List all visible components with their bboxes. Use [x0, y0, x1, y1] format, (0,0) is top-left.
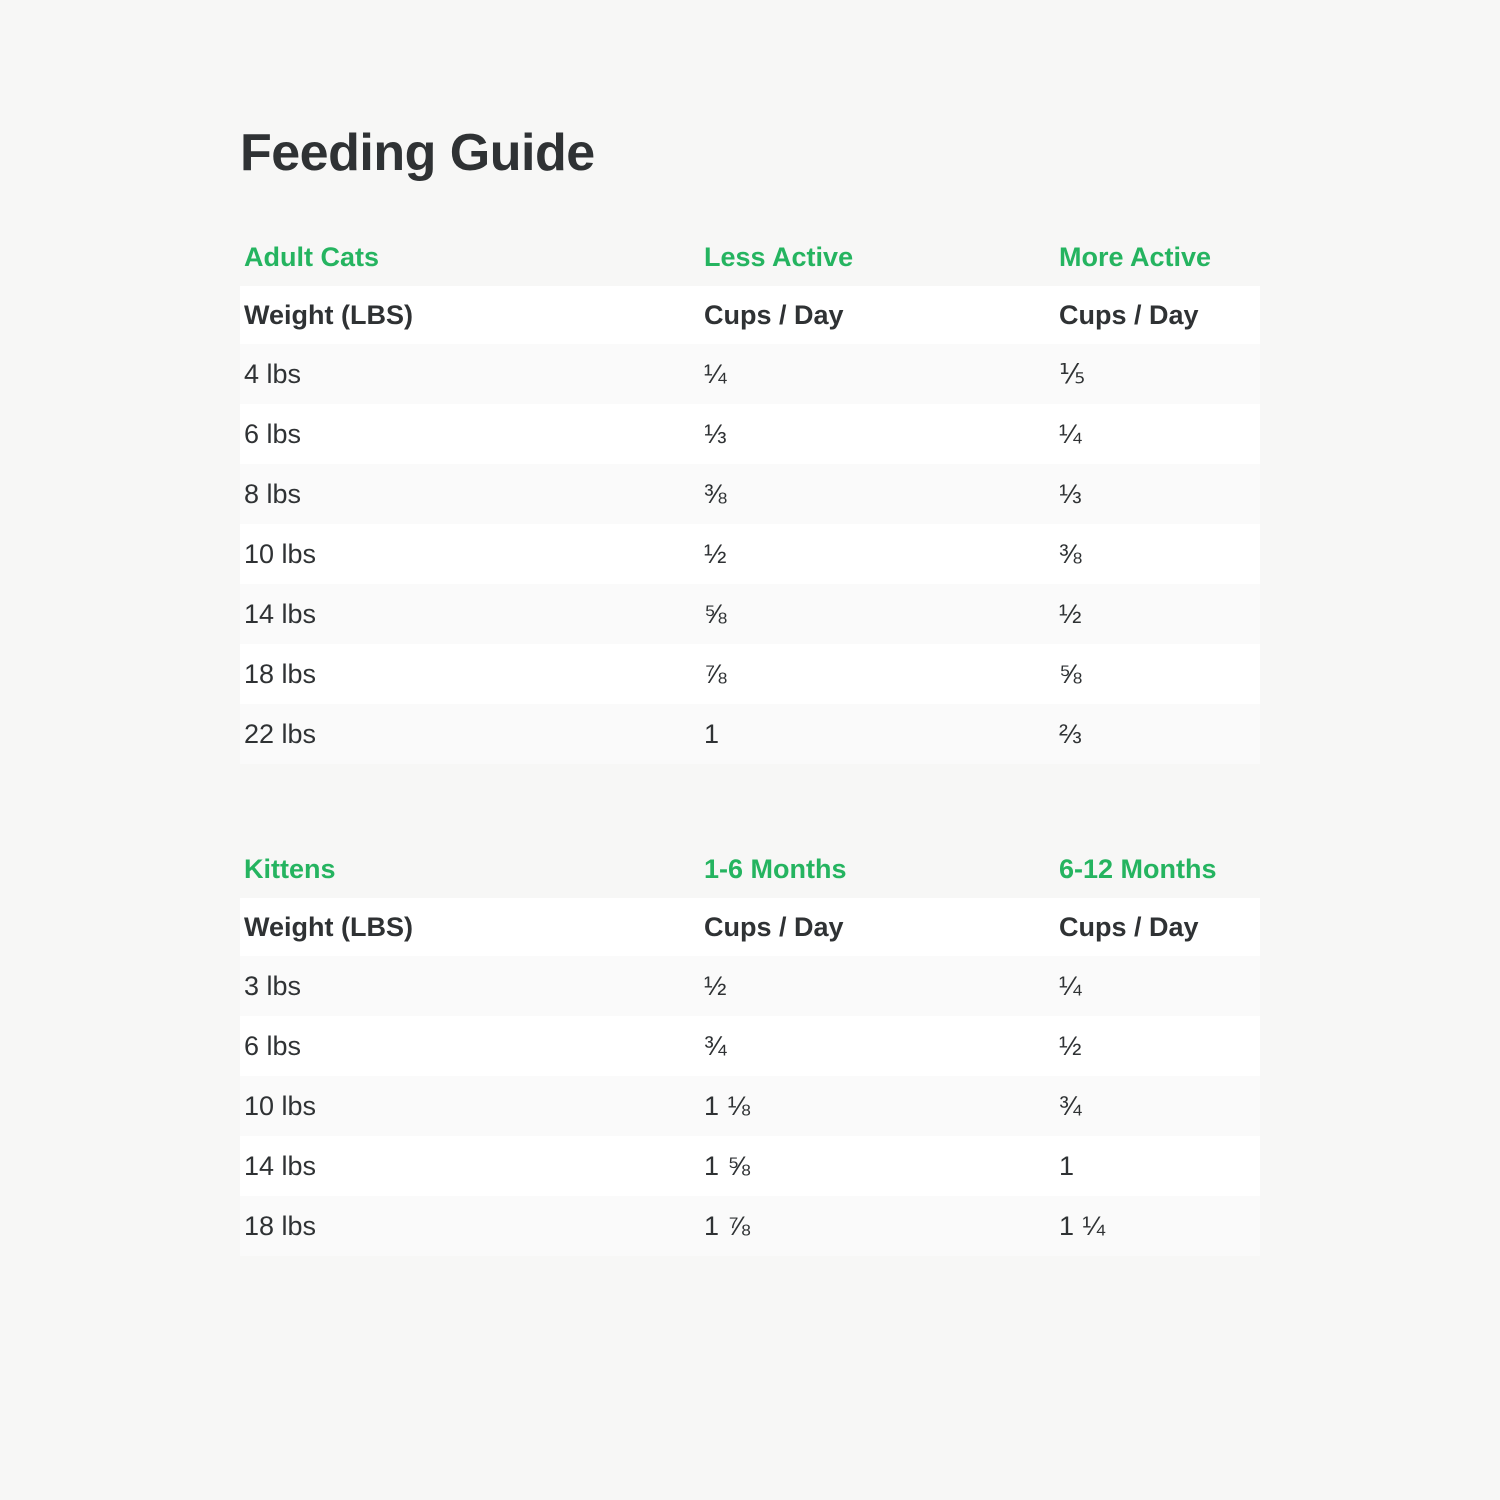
adult-cats-col2-header: More Active	[1059, 242, 1212, 273]
row-col2-value: ⅝	[1055, 644, 1260, 704]
row-col2-value: ½	[1055, 584, 1260, 644]
table-row	[240, 404, 1260, 464]
row-col1-value: ¾	[700, 1016, 1055, 1076]
row-col1-value: 1 ⅛	[700, 1076, 1055, 1136]
row-col1-value: ⅝	[700, 584, 1055, 644]
row-weight: 6 lbs	[240, 404, 700, 464]
adult-cats-col2-subheader: Cups / Day	[1055, 286, 1260, 344]
row-col2-value: ¾	[1055, 1076, 1260, 1136]
row-col1-value: 1 ⅝	[700, 1136, 1055, 1196]
kittens-category-header-row	[240, 840, 1260, 898]
adult-cats-col1-header: Less Active	[704, 242, 854, 273]
row-col2-value: ⅔	[1055, 704, 1260, 764]
adult-cats-category-label: Adult Cats	[244, 242, 379, 273]
row-col1-value: ⅜	[700, 464, 1055, 524]
row-weight: 8 lbs	[240, 464, 700, 524]
kittens-table	[240, 840, 1260, 1256]
row-weight: 22 lbs	[240, 704, 700, 764]
table-row	[240, 344, 1260, 404]
table-row	[240, 1136, 1260, 1196]
row-weight: 18 lbs	[240, 1196, 700, 1256]
row-col1-value: ½	[700, 956, 1055, 1016]
row-weight: 10 lbs	[240, 1076, 700, 1136]
row-col1-value: 1	[700, 704, 1055, 764]
kittens-weight-subheader: Weight (LBS)	[240, 898, 700, 956]
kittens-subheader-row	[240, 898, 1260, 956]
row-col2-value: 1	[1055, 1136, 1260, 1196]
table-row	[240, 1016, 1260, 1076]
adult-cats-table	[240, 228, 1260, 764]
kittens-col1-header: 1-6 Months	[704, 854, 847, 885]
row-col1-value: ½	[700, 524, 1055, 584]
row-col2-value: 1 ¼	[1055, 1196, 1260, 1256]
kittens-col2-header: 6-12 Months	[1059, 854, 1217, 885]
page-title: Feeding Guide	[240, 124, 595, 182]
table-row	[240, 464, 1260, 524]
adult-cats-category-header-row	[240, 228, 1260, 286]
row-col2-value: ½	[1055, 1016, 1260, 1076]
row-weight: 10 lbs	[240, 524, 700, 584]
adult-cats-weight-subheader: Weight (LBS)	[240, 286, 700, 344]
row-col1-value: 1 ⅞	[700, 1196, 1055, 1256]
kittens-category-label: Kittens	[244, 854, 336, 885]
table-row	[240, 524, 1260, 584]
row-col1-value: ⅓	[700, 404, 1055, 464]
table-row	[240, 1076, 1260, 1136]
table-row	[240, 644, 1260, 704]
kittens-col1-subheader: Cups / Day	[700, 898, 1055, 956]
table-row	[240, 1196, 1260, 1256]
row-col2-value: ⅓	[1055, 464, 1260, 524]
row-col2-value: ¼	[1055, 404, 1260, 464]
row-weight: 14 lbs	[240, 1136, 700, 1196]
row-weight: 14 lbs	[240, 584, 700, 644]
row-col2-value: ⅜	[1055, 524, 1260, 584]
row-col2-value: ⅕	[1055, 344, 1260, 404]
table-spacer	[240, 764, 1260, 840]
table-row	[240, 704, 1260, 764]
row-weight: 18 lbs	[240, 644, 700, 704]
row-col2-value: ¼	[1055, 956, 1260, 1016]
adult-cats-col1-subheader: Cups / Day	[700, 286, 1055, 344]
adult-cats-subheader-row	[240, 286, 1260, 344]
row-weight: 4 lbs	[240, 344, 700, 404]
row-weight: 6 lbs	[240, 1016, 700, 1076]
table-row	[240, 956, 1260, 1016]
row-weight: 3 lbs	[240, 956, 700, 1016]
table-row	[240, 584, 1260, 644]
kittens-col2-subheader: Cups / Day	[1055, 898, 1260, 956]
row-col1-value: ¼	[700, 344, 1055, 404]
row-col1-value: ⅞	[700, 644, 1055, 704]
